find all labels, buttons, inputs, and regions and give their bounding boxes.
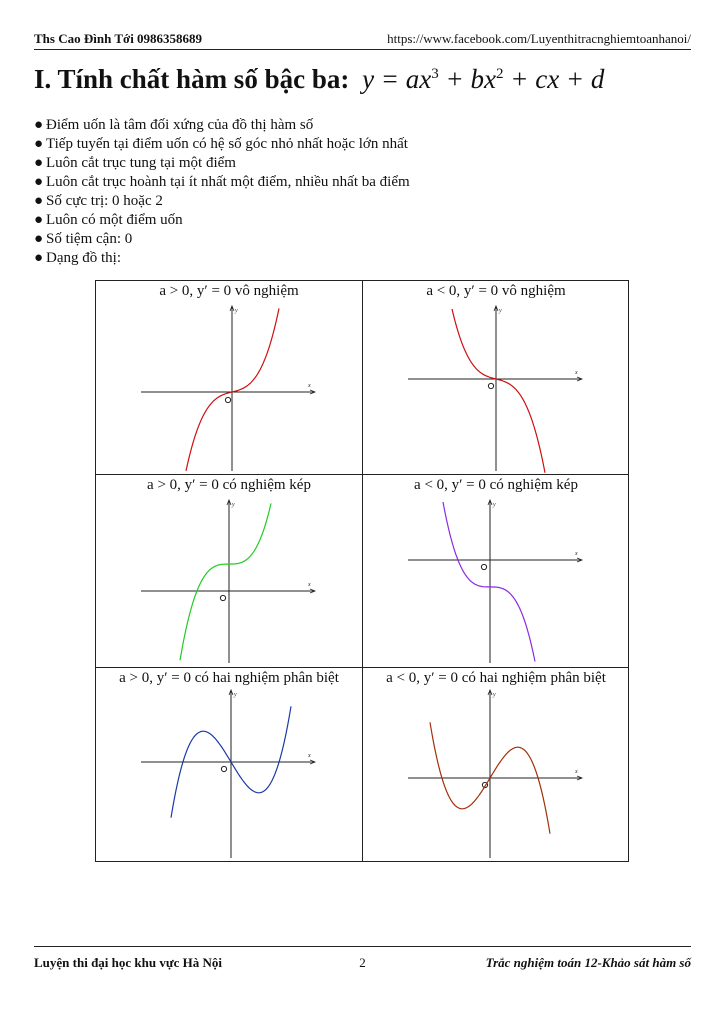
y-axis-label: y	[234, 692, 237, 698]
graph-caption: a < 0, y′ = 0 có hai nghiệm phân biệt	[386, 670, 606, 686]
graph-plot	[96, 475, 362, 667]
list-item: ● Luôn có một điểm uốn	[34, 212, 183, 228]
x-axis-label: x	[575, 551, 578, 557]
header-link[interactable]: https://www.facebook.com/Luyenthitracnghiemtoanhanoi/	[387, 31, 691, 46]
graph-caption: a > 0, y′ = 0 vô nghiệm	[159, 283, 299, 299]
graph-caption: a < 0, y′ = 0 vô nghiệm	[426, 283, 566, 299]
list-item: ● Luôn cắt trục hoành tại ít nhất một điểm, nhiều nhất ba điểm	[34, 174, 410, 190]
footer-right: Trắc nghiệm toán 12-Khảo sát hàm số	[485, 955, 691, 970]
graph-table	[95, 280, 629, 862]
graph-plot	[363, 668, 629, 862]
graph-plot	[363, 475, 629, 667]
list-item: ● Luôn cắt trục tung tại một điểm	[34, 155, 236, 171]
origin-marker	[225, 397, 230, 402]
graph-cell	[363, 281, 629, 474]
cubic-curve	[443, 502, 535, 662]
list-item: ● Tiếp tuyến tại điểm uốn có hệ số góc nhỏ nhất hoặc lớn nhất	[34, 136, 408, 152]
list-item: ● Điểm uốn là tâm đối xứng của đồ thị hàm số	[34, 117, 314, 133]
property-list	[34, 116, 410, 268]
page-header	[34, 31, 691, 50]
origin-marker	[481, 564, 486, 569]
graph-plot	[96, 668, 362, 862]
x-axis-label: x	[308, 383, 311, 389]
cubic-curve	[452, 309, 545, 473]
origin-marker	[221, 766, 226, 771]
list-item: ● Dạng đồ thị:	[34, 250, 121, 266]
y-axis-label: y	[235, 308, 238, 314]
list-item: ● Số tiệm cận: 0	[34, 231, 133, 247]
graph-cell	[363, 668, 629, 862]
section-title-text: I. Tính chất hàm số bậc ba:	[34, 64, 350, 94]
y-axis-label: y	[499, 308, 502, 314]
page-number: 2	[359, 955, 366, 970]
graph-cell	[96, 668, 362, 862]
footer-left: Luyện thi đại học khu vực Hà Nội	[34, 955, 223, 970]
page-footer	[34, 946, 691, 973]
section-title-formula: $y = ax^3 + bx^2$ + cx + d	[362, 64, 605, 94]
y-axis-label: y	[493, 692, 496, 698]
graph-caption: a > 0, y′ = 0 có nghiệm kép	[147, 477, 311, 493]
graph-plot	[363, 281, 629, 474]
cubic-curve	[180, 503, 271, 660]
graph-caption: a < 0, y′ = 0 có nghiệm kép	[414, 477, 578, 493]
x-axis-label: x	[308, 582, 311, 588]
y-axis-label: y	[232, 502, 235, 508]
y-axis-label: y	[493, 502, 496, 508]
graph-cell	[96, 475, 362, 667]
section-title	[34, 64, 604, 95]
graph-plot	[96, 281, 362, 474]
x-axis-label: x	[575, 769, 578, 775]
x-axis-label: x	[308, 753, 311, 759]
list-item: ● Số cực trị: 0 hoặc 2	[34, 193, 163, 209]
graph-caption: a > 0, y′ = 0 có hai nghiệm phân biệt	[119, 670, 339, 686]
origin-marker	[488, 383, 493, 388]
origin-marker	[220, 595, 225, 600]
x-axis-label: x	[575, 370, 578, 376]
header-author: Ths Cao Đình Tới 0986358689	[34, 31, 203, 46]
graph-cell	[363, 475, 629, 667]
graph-cell	[96, 281, 362, 474]
